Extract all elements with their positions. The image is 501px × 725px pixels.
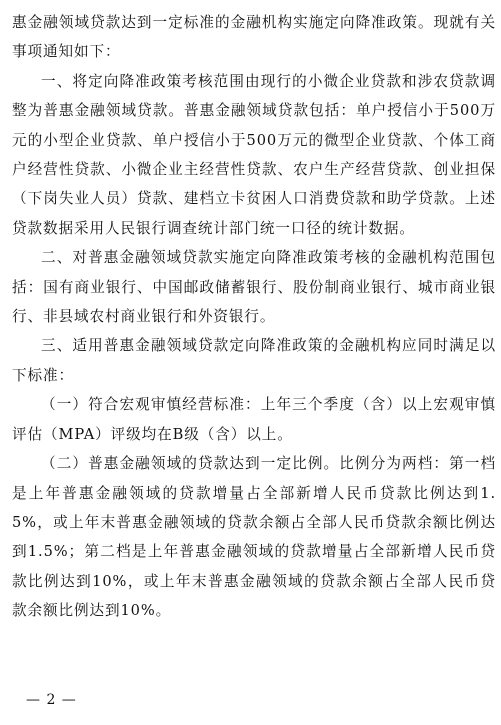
- paragraph-continuation: 惠金融领域贷款达到一定标准的金融机构实施定向降准政策。现就有关事项通知如下：: [12, 14, 496, 61]
- paragraph-item-1: 一、将定向降准政策考核范围由现行的小微企业贷款和涉农贷款调整为普惠金融领域贷款。普惠金融领域贷款包括：单户授信小于500万元的小型企业贷款、单户授信小于500万元的微型企业贷款、个体工商户经营性贷款、小微企业主经营性贷款、农户生产经营贷款、创业担保（下岗失业人员）贷款、建档立卡贫困人口消费贷款和助学贷款。上述贷款数据采用人民银行调查统计部门统一口径的统计数据。: [12, 72, 496, 237]
- paragraph-subitem-1: （一）符合宏观审慎经营标准：上年三个季度（含）以上宏观审慎评估（MPA）评级均在B级（含）以上。: [12, 396, 496, 443]
- paragraph-item-2: 二、对普惠金融领域贷款实施定向降准政策考核的金融机构范围包括：国有商业银行、中国邮政储蓄银行、股份制商业银行、城市商业银行、非县域农村商业银行和外资银行。: [12, 249, 496, 326]
- document-body: [12, 8, 496, 626]
- page-number: — 2 —: [26, 692, 77, 708]
- paragraph-item-3: 三、适用普惠金融领域贷款定向降准政策的金融机构应同时满足以下标准：: [12, 337, 496, 384]
- paragraph-subitem-2: （二）普惠金融领域的贷款达到一定比例。比例分为两档：第一档是上年普惠金融领域的贷款增量占全部新增人民币贷款比例达到1.5%，或上年末普惠金融领域的贷款余额占全部人民币贷款余额比例达到1.5%；第二档是上年普惠金融领域的贷款增量占全部新增人民币贷款比例达到10%，或上年末普惠金融领域的贷款余额占全部人民币贷款余额比例达到10%。: [12, 455, 496, 620]
